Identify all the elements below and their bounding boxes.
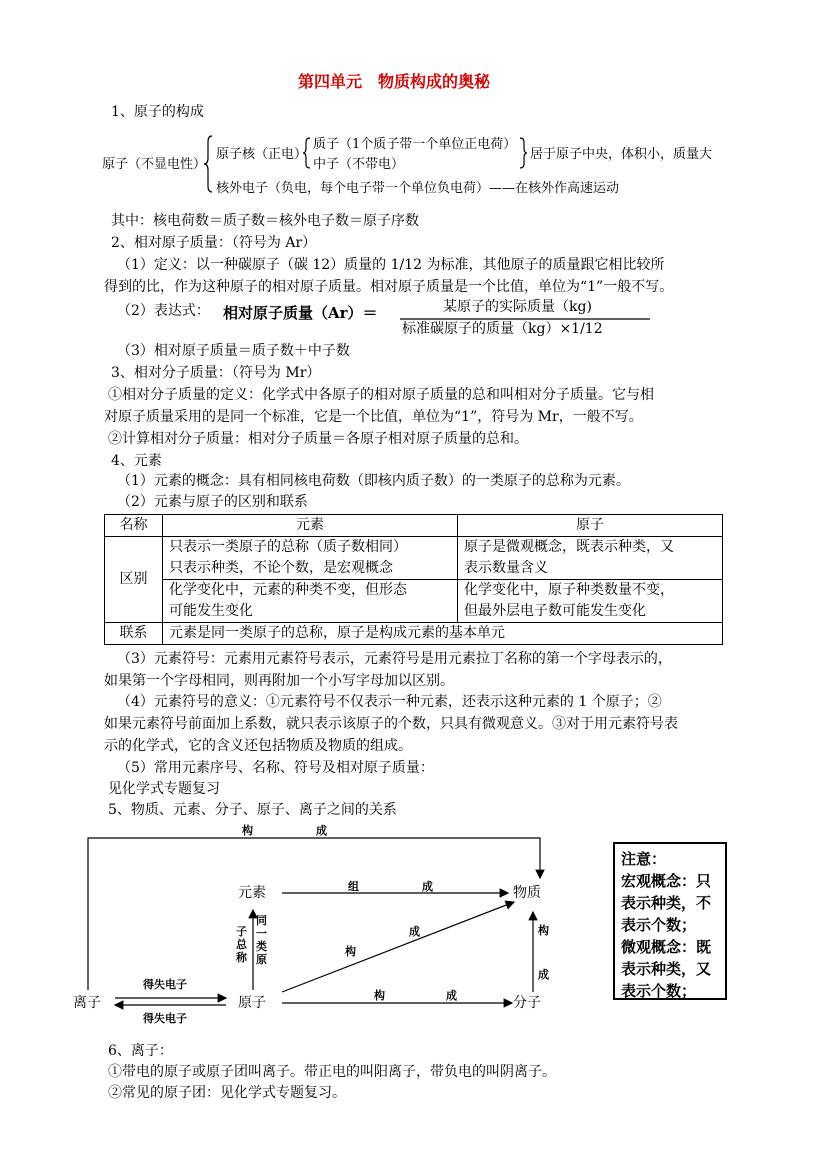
page-title: 第四单元 物质构成的奥秘: [298, 72, 491, 91]
cell-line: 但最外层电子数可能发生变化: [464, 603, 646, 619]
paragraph-mr-def-2: 对原子质量采用的是同一个标准，它是一个比值，单位为“1”，符号为 Mr，一般不写。: [104, 409, 643, 425]
edge-label: 构: [345, 945, 356, 958]
edge-label: 构: [242, 824, 253, 837]
cell-line: 表示数量含义: [464, 560, 548, 576]
paragraph-definition-1: （1）定义：以一种碳原子（碳 12）质量的 1/12 为标准，其他原子的质量跟它相比较所: [117, 257, 665, 273]
atom-label: 原子（不显电性）: [102, 157, 207, 172]
edge-label: 成: [538, 968, 549, 981]
cell-line: 只表示种类，不论个数，是宏观概念: [169, 560, 393, 576]
paragraph-symbol-meaning-3: 示的化学式，它的含义还包括物质及物质的组成。: [104, 738, 412, 754]
section-heading-element: 4、元素: [111, 453, 162, 469]
paragraph-symbol-2: 如果第一个字母相同，则再附加一个小写字母加以区别。: [104, 673, 454, 689]
section-heading-relative-molecular-mass: 3、相对分子质量：（符号为 Mr）: [111, 365, 321, 381]
cell-line: 化学变化中，原子种类数量不变，: [464, 582, 674, 598]
expression-lhs: 相对原子质量（Ar）＝: [223, 304, 378, 322]
edge-label: 构: [538, 924, 549, 937]
paragraph-symbol-1: （3）元素符号：元素用元素符号表示，元素符号是用元素拉丁名称的第一个字母表示的，: [117, 651, 672, 667]
note-title: 注意：: [621, 850, 667, 868]
edge-label: 得失电子: [143, 1012, 187, 1025]
note-box: [613, 842, 727, 1000]
cell-line: 可能发生变化: [169, 603, 253, 619]
fraction-denominator: 标准碳原子的质量（kg）×1/12: [402, 321, 603, 337]
arrow-ion-to-substance: [88, 838, 540, 990]
node-molecule: 分子: [513, 995, 541, 1011]
node-atom: 原子: [238, 995, 266, 1011]
arrow-atom-to-substance: [282, 902, 514, 992]
neutron-label: 中子（不带电）: [313, 157, 405, 172]
proton-label: 质子（1个质子带一个单位正电荷）: [313, 137, 517, 152]
equality-statement: 其中：核电荷数＝质子数＝核外电子数＝原子序数: [111, 213, 419, 229]
table-header-cell: 名称: [105, 515, 163, 537]
paragraph-see-review: 见化学式专题复习: [108, 781, 220, 797]
edge-label: 成: [409, 925, 420, 938]
cell-line: 原子是微观概念，既表示种类，又: [464, 539, 674, 555]
paragraph-element-concept: （1）元素的概念：具有相同核电荷数（即核内质子数）的一类原子的总称为元素。: [117, 473, 630, 489]
node-ion: 离子: [73, 995, 101, 1011]
nucleus-note: 居于原子中央，体积小，质量大: [530, 147, 713, 162]
paragraph-ion-1: ①带电的原子或原子团叫离子。带正电的叫阳离子，带负电的叫阴离子。: [108, 1064, 556, 1080]
nucleus-label: 原子核（正电）: [216, 147, 308, 162]
cell-line: 化学变化中，元素的种类不变，但形态: [169, 582, 407, 598]
node-substance: 物质: [513, 885, 541, 901]
cell-line: 只表示一类原子的总称（质子数相同）: [169, 539, 407, 555]
paragraph-mr-calc: ②计算相对分子质量：相对分子质量＝各原子相对原子质量的总和。: [108, 431, 528, 447]
fraction-numerator: 某原子的实际质量（kg): [443, 299, 592, 315]
expression-label: （2）表达式：: [117, 303, 210, 319]
table-header-cell: 元素: [163, 515, 458, 537]
brace-nucleus: [303, 138, 310, 168]
paragraph-item-3: （3）相对原子质量＝质子数＋中子数: [117, 343, 350, 359]
section-heading-relative-atomic-mass: 2、相对原子质量：（符号为 Ar）: [111, 235, 317, 251]
edge-label-vertical: 同一类原: [256, 914, 267, 966]
paragraph-element-vs-atom: （2）元素与原子的区别和联系: [117, 494, 308, 510]
section-heading-ion: 6、离子：: [108, 1043, 173, 1059]
edge-label: 组: [348, 880, 359, 893]
brace-right: [520, 138, 527, 168]
edge-label-vertical: 子总称: [236, 925, 247, 964]
node-element: 元素: [238, 885, 266, 901]
paragraph-symbol-meaning-1: （4）元素符号的意义：①元素符号不仅表示一种元素，还表示这种元素的 1 个原子；②: [117, 694, 662, 710]
edge-label: 得失电子: [143, 978, 187, 991]
brace-atom: [204, 136, 212, 192]
paragraph-mr-def-1: ①相对分子质量的定义：化学式中各原子的相对原子质量的总和叫相对分子质量。它与相: [108, 387, 654, 403]
section-heading-relations: 5、物质、元素、分子、原子、离子之间的关系: [108, 802, 397, 818]
table-header-cell: 原子: [458, 515, 723, 537]
paragraph-ion-2: ②常见的原子团：见化学式专题复习。: [108, 1085, 346, 1101]
paragraph-definition-2: 得到的比，作为这种原子的相对原子质量。相对原子质量是一个比值，单位为“1”一般不写。: [104, 279, 674, 295]
electron-label: 核外电子（负电，每个电子带一个单位负电荷）——在核外作高速运动: [216, 181, 620, 196]
edge-label: 成: [446, 989, 457, 1002]
edge-label: 成: [422, 880, 433, 893]
table-cell-diff: 区别: [105, 537, 163, 623]
note-micro: 微观概念：既表示种类，又表示个数；: [621, 938, 712, 1000]
table-cell-link: 联系: [105, 623, 163, 645]
paragraph-symbol-meaning-2: 如果元素符号前面加上系数，就只表示该原子的个数，只具有微观意义。③对于用元素符号表: [104, 716, 678, 732]
section-heading-atom-structure: 1、原子的构成: [111, 104, 204, 120]
note-macro: 宏观概念：只表示种类，不表示个数；: [621, 872, 712, 934]
edge-label: 构: [374, 989, 385, 1002]
edge-label: 成: [316, 824, 327, 837]
paragraph-common-elements: （5）常用元素序号、名称、符号及相对原子质量：: [117, 760, 434, 776]
table-cell: 元素是同一类原子的总称，原子是构成元素的基本单元: [163, 623, 723, 645]
